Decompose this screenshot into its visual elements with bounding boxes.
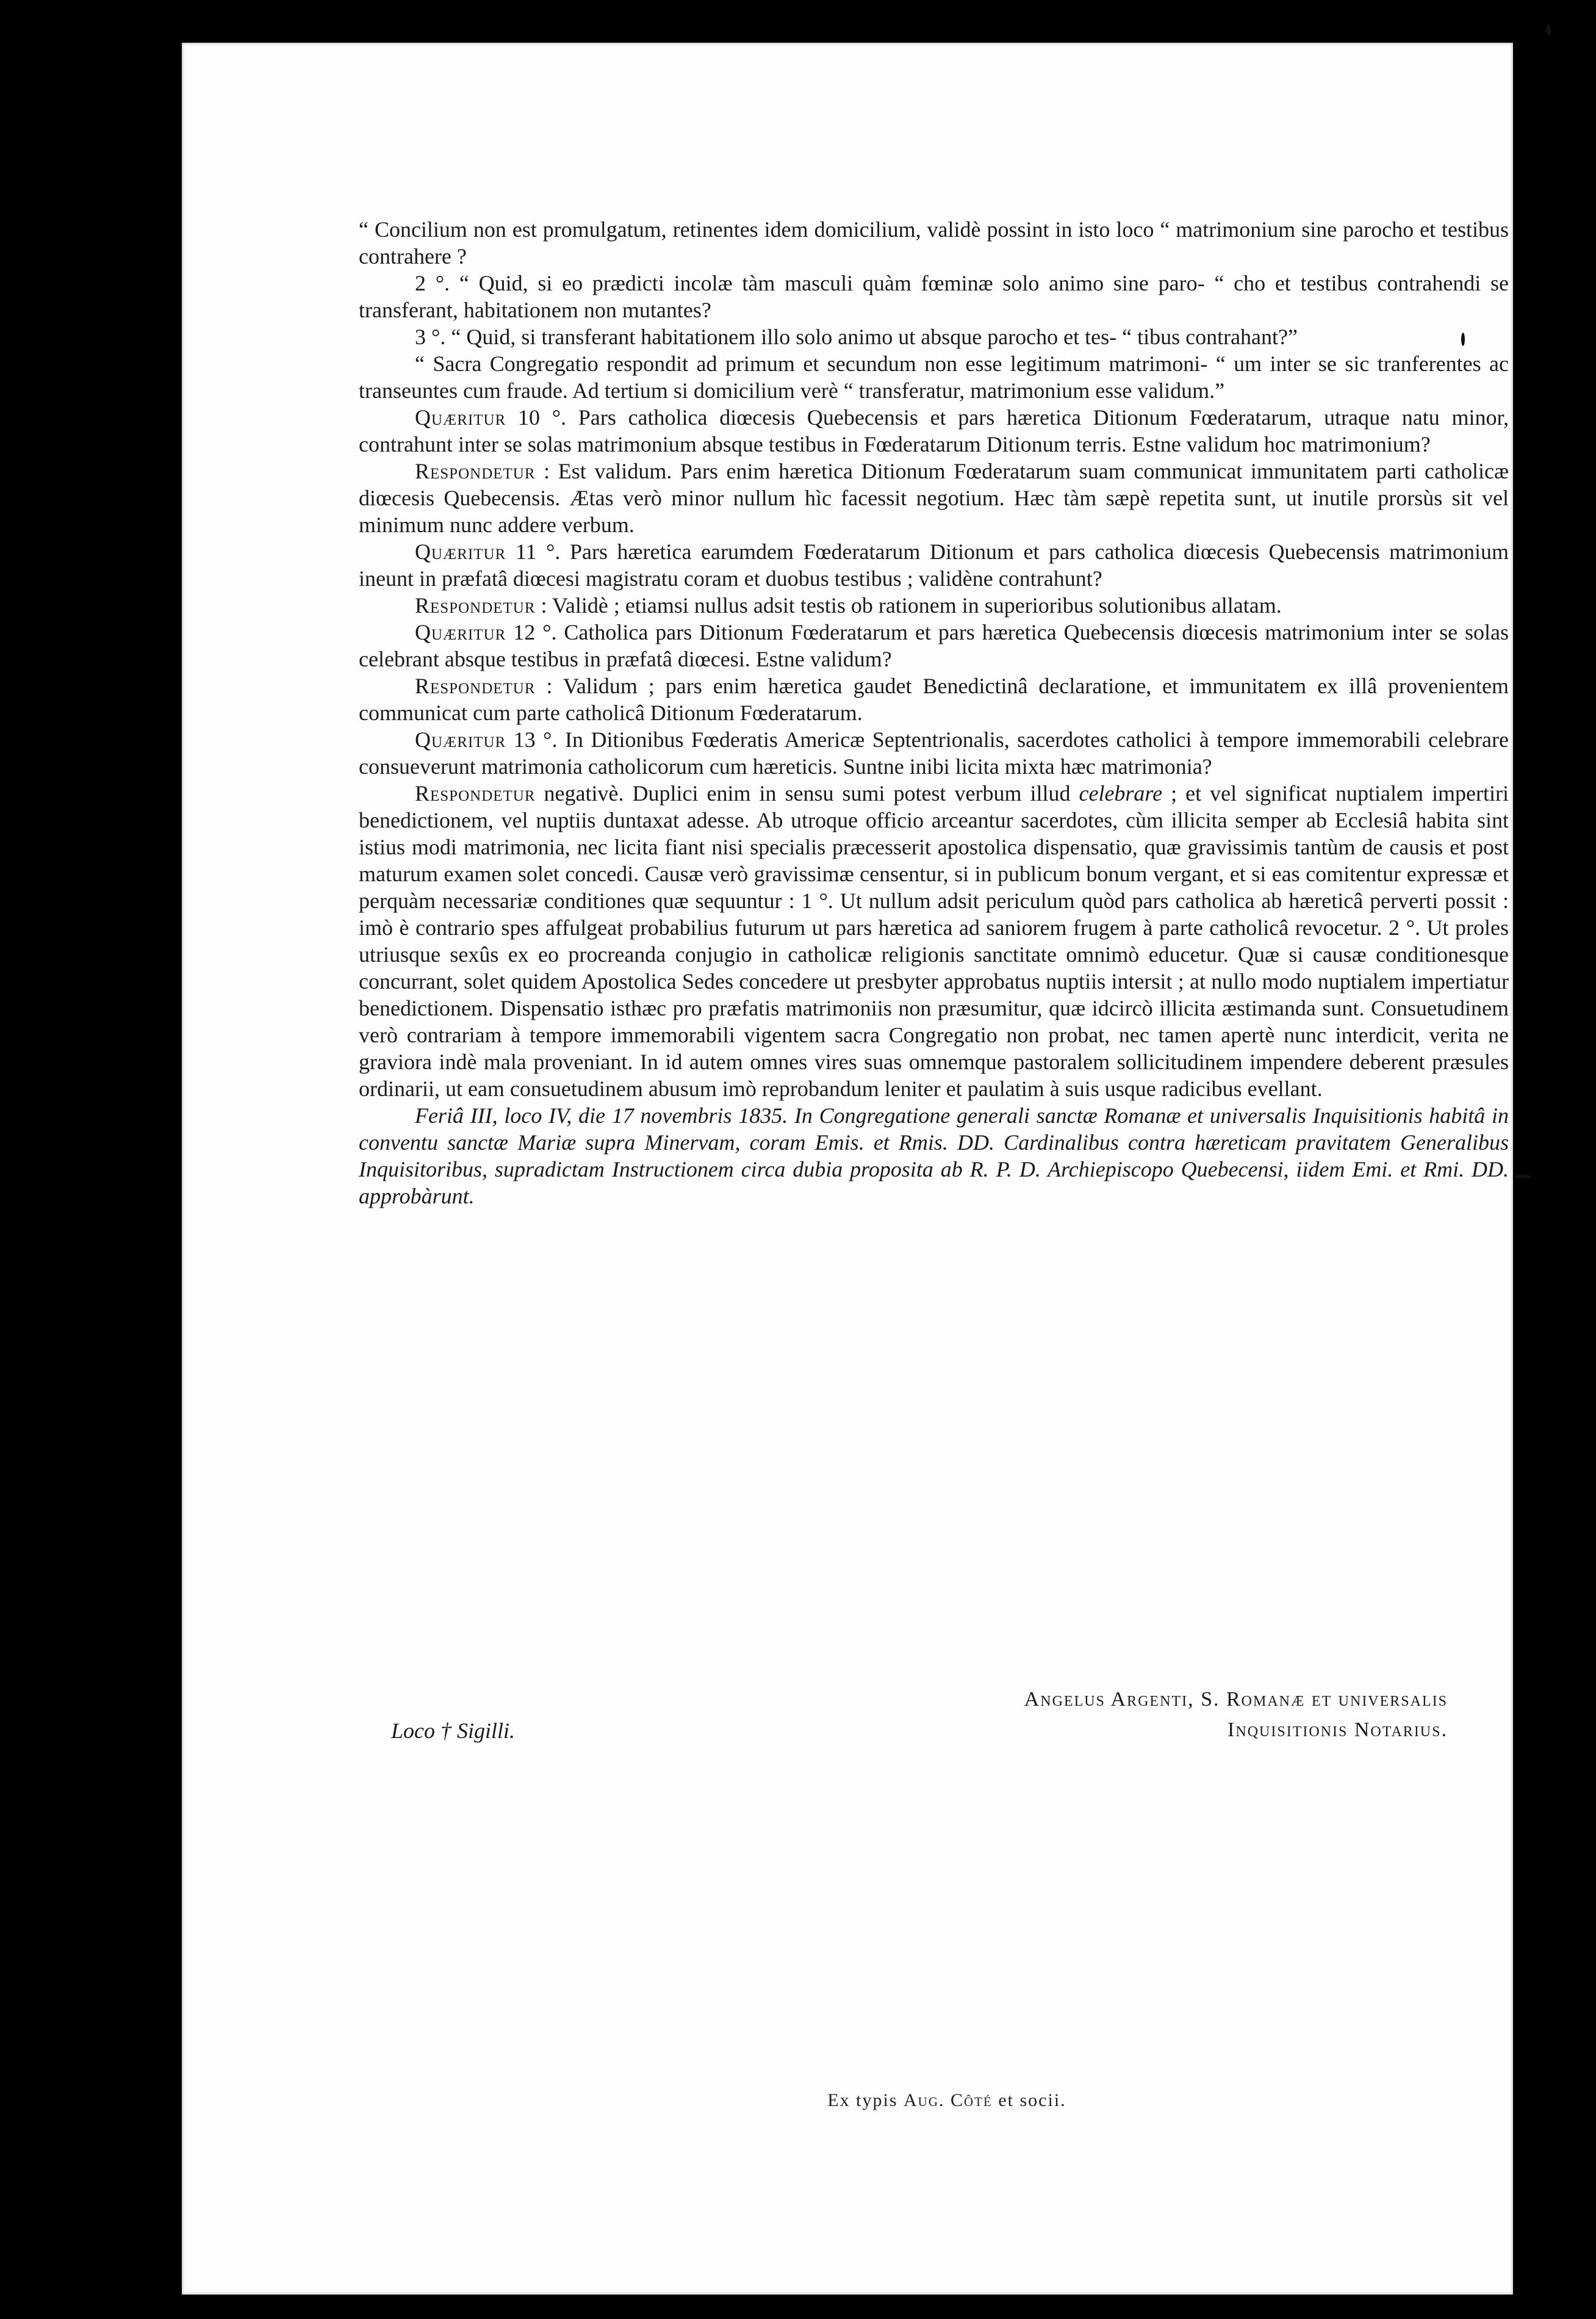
signature-line-2: Inquisitionis Notarius. bbox=[1228, 1719, 1448, 1741]
paragraph bbox=[359, 619, 1509, 673]
paragraph-text: 10 °. Pars catholica diœcesis Quebecensis et pars hæretica Ditionum Fœderatarum, utraque natu minor, contrahunt inter se solas matrimonium absque testibus in Fœderatarum Ditionum terris. Estne validum hoc matrimonium? bbox=[359, 405, 1509, 456]
paragraph bbox=[359, 458, 1509, 538]
paragraph-text: : Validum ; pars enim hæretica gaudet Benedictinâ declaratione, et immunitatem ex illâ provenientem communicat cum parte catholicâ Ditionum Fœderatarum. bbox=[359, 674, 1509, 725]
paragraph bbox=[359, 1102, 1509, 1210]
paragraph-text: negativè. Duplici enim in sensu sumi potest verbum illud bbox=[535, 781, 1079, 806]
document-page bbox=[182, 43, 1513, 2295]
paragraph bbox=[359, 726, 1509, 780]
paragraph bbox=[359, 592, 1509, 619]
paragraph bbox=[359, 216, 1509, 270]
notary-signature bbox=[688, 1684, 1448, 1745]
paragraph-text: 12 °. Catholica pars Ditionum Fœderatarum et pars hæretica Quebecensis diœcesis matrimonium inter se solas celebrant absque testibus in præfatâ diœcesi. Estne validum? bbox=[359, 620, 1509, 671]
body-text bbox=[359, 216, 1509, 1210]
paragraph-label: Quæritur bbox=[415, 539, 506, 564]
paragraph-text: “ Concilium non est promulgatum, retinentes idem domicilium, validè possint in isto loco “ matrimonium sine parocho et testibus contrahere ? bbox=[359, 217, 1509, 269]
paragraph-text: 3 °. “ Quid, si transferant habitationem illo solo animo ut absque parocho et tes- “ tibus contrahant?” bbox=[415, 325, 1298, 349]
paragraph bbox=[359, 270, 1509, 323]
imprint-printer: Aug. Côté bbox=[904, 2090, 993, 2110]
scan-speck bbox=[1514, 1175, 1531, 1178]
printer-imprint bbox=[709, 2090, 1185, 2111]
paragraph-label: Respondetur bbox=[415, 593, 536, 618]
paragraph-text: : Est validum. Pars enim hæretica Ditionum Fœderatarum suam communicat immunitatem parti catholicæ diœcesis Quebecensis. Ætas verò minor nullum hìc facessit negotium. Hæc tàm sæpè repetita sunt, ut inutile prorsùs sit vel minimum nunc addere verbum. bbox=[359, 459, 1509, 537]
paragraph-text: “ Sacra Congregatio respondit ad primum et secundum non esse legitimum matrimoni- “ um inter se sic tranferentes ac transeuntes cum fraude. Ad tertium si domicilium verè “ transferatur, matrimonium esse validum.” bbox=[359, 352, 1509, 403]
paragraph-text: 13 °. In Ditionibus Fœderatis Americæ Septentrionalis, sacerdotes catholici à tempore immemorabili celebrare consueverunt matrimonia catholicorum cum hæreticis. Suntne inibi licita mixta hæc matrimonia? bbox=[359, 727, 1509, 779]
paragraph-text: ; et vel significat nuptialem impertiri benedictionem, vel nuptiis duntaxat adesse. Ab utroque officio arceantur sacerdotes, cùm illicita semper ab Ecclesiâ habita sint istius modi matrimonia, nec licita fiant nisi specialis præcesserit apostolica dispensatio, quæ gravissimis tantùm de causis et post maturum examen solet concedi. Causæ verò gravissimæ censentur, si in publicum bonum vergant, et si eas comitentur expressæ et perquàm necessariæ conditiones quæ sequuntur : 1 °. Ut nullum adsit periculum quòd pars catholica ab hæreticâ perverti possit : imò è contrario spes affulgeat probabilius futurum ut pars hæretica ad saniorem frugem à parte catholicâ revocetur. 2 °. Ut proles utriusque sexûs ex eo procreanda conjugio in catholicæ religionis sanctitate omnimò educetur. Quæ si causæ conditionesque concurrant, solet quidem Apostolica Sedes concedere ut presbyter approbatus nuptiis intersit ; at nullo modo nuptialem impertiatur benedictionem. Dispensatio isthæc pro præfatis matrimoniis non præsumitur, quæ idcircò illicita æstimanda sunt. Consuetudinem verò contrariam à tempore immemorabili vigentem sacra Congregatio non probat, nec tamen apertè nunc interdicit, verita ne graviora indè mala proveniant. In id autem omnes vires suas omnemque pastoralem sollicitudinem impendere deberent præsules ordinarii, ut eam consuetudinem abusum imò reprobandum leniter et paulatim à suis usque radicibus evellant. bbox=[359, 781, 1509, 1101]
signature-line-1: Angelus Argenti, S. Romanæ et universalis bbox=[1024, 1688, 1448, 1711]
paragraph-text: Feriâ III, loco IV, die 17 novembris 1835. In Congregatione generali sanctæ Romanæ et universalis Inquisitionis habitâ in conventu sanctæ Mariæ supra Minervam, coram Emis. et Rmis. DD. Cardinalibus contra hæreticam pravitatem Generalibus Inquisitoribus, supradictam Instructionem circa dubia proposita ab R. P. D. Archiepiscopo Quebecensi, iidem Emi. et Rmi. DD. approbàrunt. bbox=[359, 1103, 1509, 1208]
paragraph-label: Quæritur bbox=[415, 405, 506, 430]
paragraph-label: Respondetur bbox=[415, 781, 536, 806]
paragraph-text: celebrare bbox=[1079, 781, 1163, 806]
paragraph-label: Respondetur bbox=[415, 459, 536, 483]
paragraph bbox=[359, 404, 1509, 458]
scan-speck bbox=[1461, 333, 1465, 346]
paragraph-label: Respondetur bbox=[415, 674, 536, 698]
paragraph-text: : Validè ; etiamsi nullus adsit testis ob rationem in superioribus solutionibus allatam. bbox=[535, 593, 1282, 618]
paragraph-text: 11 °. Pars hæretica earumdem Fœderatarum Ditionum et pars catholica diœcesis Quebecensis matrimonium ineunt in præfatâ diœcesi magistratu coram et duobus testibus ; validène contrahunt? bbox=[359, 539, 1509, 591]
imprint-prefix: Ex typis bbox=[827, 2090, 904, 2110]
paragraph bbox=[359, 538, 1509, 592]
scan-speck bbox=[1546, 24, 1551, 35]
paragraph bbox=[359, 780, 1509, 1102]
paragraph-label: Quæritur bbox=[415, 727, 506, 752]
paragraph bbox=[359, 673, 1509, 726]
paragraph bbox=[359, 323, 1509, 350]
seal-placeholder: Loco † Sigilli. bbox=[391, 1719, 516, 1743]
imprint-suffix: et socii. bbox=[992, 2090, 1066, 2110]
paragraph-label: Quæritur bbox=[415, 620, 506, 644]
paragraph-text: 2 °. “ Quid, si eo prædicti incolæ tàm masculi quàm fœminæ solo animo sine paro- “ cho et testibus contrahendi se transferant, habitationem non mutantes? bbox=[359, 271, 1509, 322]
paragraph bbox=[359, 350, 1509, 404]
